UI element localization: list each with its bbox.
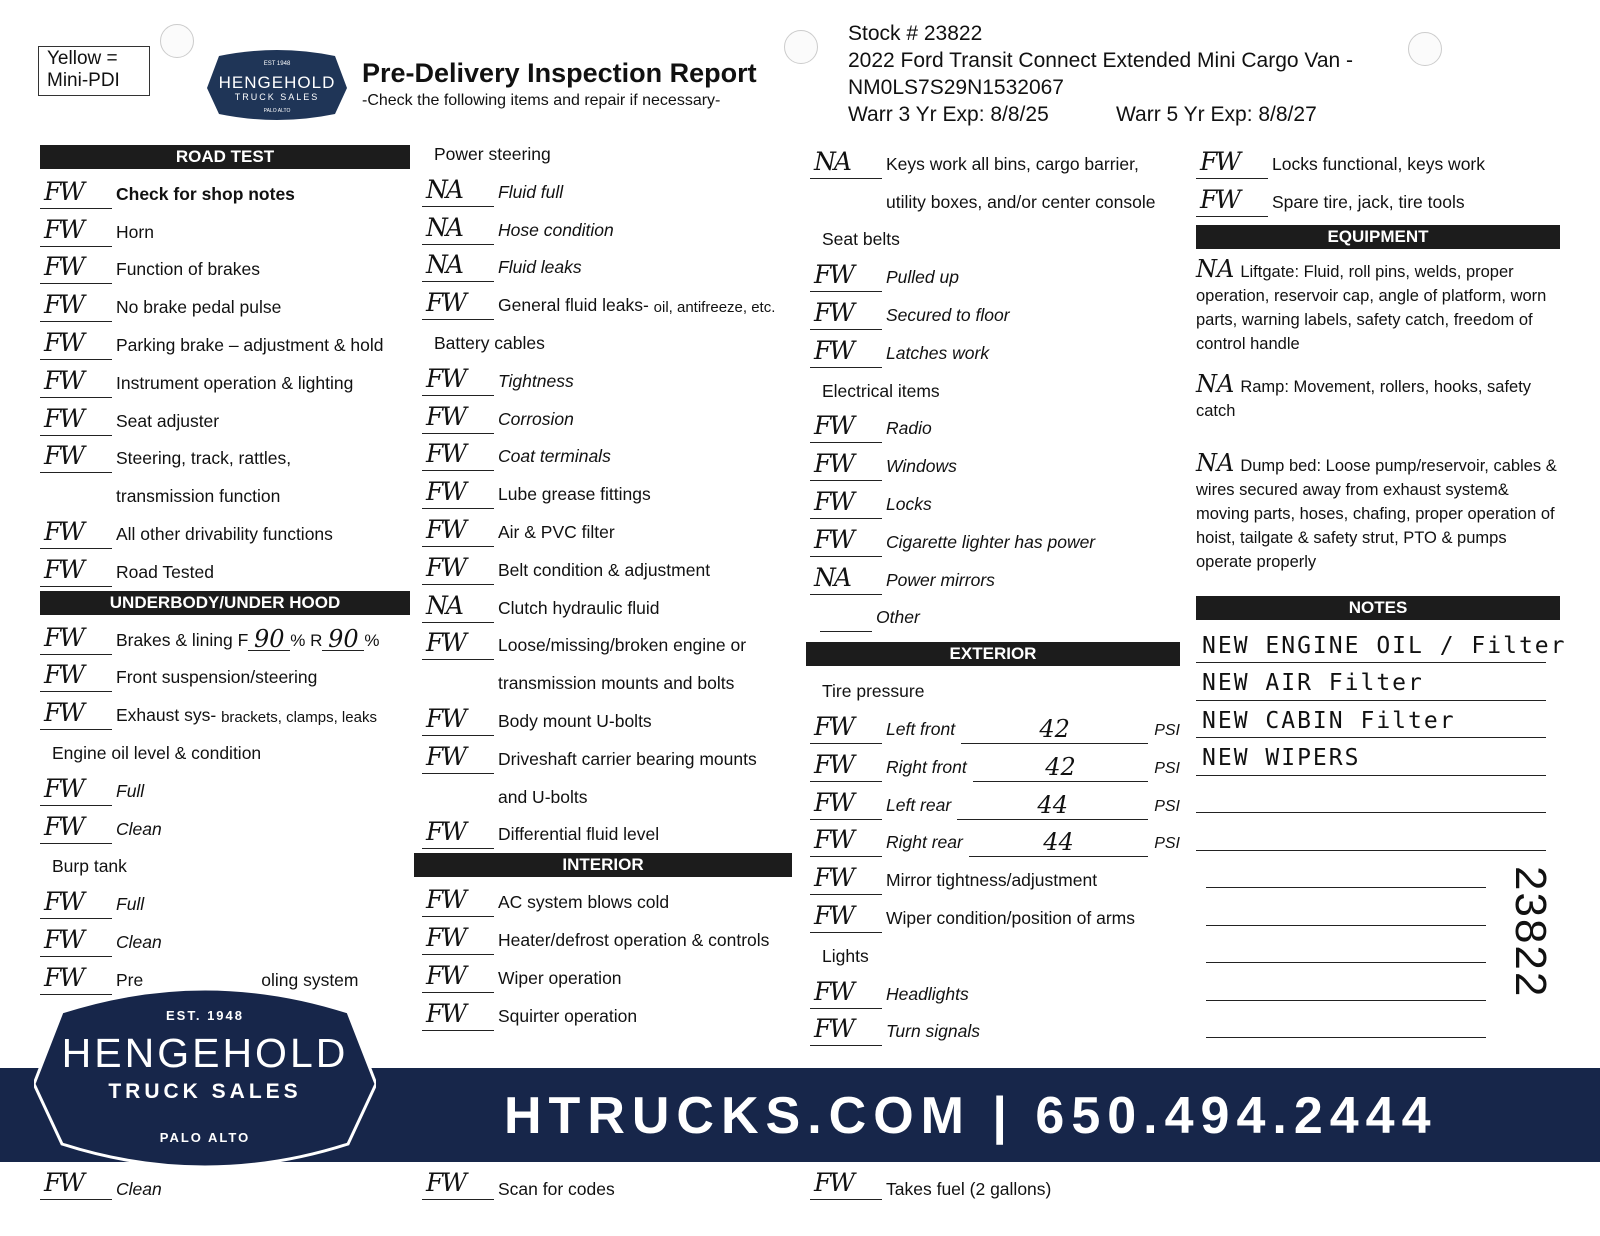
initials: NA [1196,369,1235,398]
tire-psi-value: 42 [1039,714,1070,743]
item-label: and U-bolts [498,786,588,807]
note-line[interactable] [1206,963,1486,1001]
item-label: Liftgate: Fluid, roll pins, welds, proper operation, reservoir cap, angle of platform, worn parts, warning labels, safety catch, freedom of control handle [1196,262,1547,353]
initials: FW [814,825,854,855]
initials: FW [1200,146,1240,176]
checklist-item[interactable] [810,973,1180,1011]
checklist-item[interactable] [1196,143,1560,181]
section-underbody: UNDERBODY/UNDER HOOD [40,591,410,615]
item-label: Mirror tightness/adjustment [886,870,1098,891]
note-line[interactable]: NEW AIR Filter [1196,663,1546,701]
initials: FW [814,1014,854,1044]
item-label: Fluid full [498,181,564,202]
initials: FW [44,698,84,728]
item-label: Wiper condition/position of arms [886,907,1135,928]
checklist-item-continued [40,475,410,513]
checklist-item[interactable] [422,957,792,995]
initials: FW [44,773,84,803]
checklist-item[interactable] [810,445,1180,483]
checklist-item[interactable] [422,549,792,587]
checklist-item[interactable] [422,171,792,209]
initials: FW [814,711,854,741]
legend-line1: Yellow = [47,48,118,69]
checklist-item[interactable] [40,921,410,959]
group-heading [810,935,1180,973]
checklist-item[interactable] [422,700,792,738]
initials: FW [44,327,84,357]
checklist-item[interactable] [40,362,410,400]
checklist-item[interactable] [40,286,410,324]
item-label: Driveshaft carrier bearing mounts [498,748,757,769]
item-label: Clutch hydraulic fluid [498,597,660,618]
psi-unit: PSI [1154,721,1180,739]
initials: FW [814,787,854,817]
initials: FW [44,252,84,282]
hengehold-logo [207,48,347,120]
item-label: Tightness [498,370,574,391]
brake-rear-value: 90 [322,628,364,651]
psi-unit: PSI [1154,759,1180,777]
initials: FW [426,703,466,733]
initials: FW [1200,184,1240,214]
checklist-item[interactable] [810,332,1180,370]
item-label: Windows [886,456,957,477]
initials: FW [44,660,84,690]
item-label: Dump bed: Loose pump/reservoir, cables & wires secured away from exhaust system& moving parts, hoses, chafing, proper operation of hoist, tailgate & safety strut, PTO & pumps operate properly [1196,456,1557,571]
item-label: Latches work [886,342,990,363]
group-label: Electrical items [822,380,940,401]
punch-hole-middle [784,30,818,64]
section-exterior: EXTERIOR [806,642,1180,666]
checklist-item[interactable] [810,1011,1180,1049]
group-label: Seat belts [822,229,900,250]
checklist-item[interactable] [810,897,1180,935]
group-label: Engine oil level & condition [52,742,262,763]
item-label: Check for shop notes [116,183,295,204]
note-line[interactable]: NEW CABIN Filter [1196,701,1546,739]
group-heading [810,219,1180,257]
checklist-item[interactable] [422,995,792,1033]
item-label-partial: oling system [261,969,359,990]
item-label: Lube grease fittings [498,484,651,505]
group-heading [422,143,792,171]
checklist-item[interactable] [422,360,792,398]
checklist-item[interactable] [810,859,1180,897]
item-label: Function of brakes [116,259,260,280]
initials: NA [426,212,462,242]
yellow-legend [38,46,150,96]
item-label: Pulled up [886,267,959,288]
brake-pct2-label: % [364,630,380,650]
initials: FW [426,817,466,847]
item-label: Seat adjuster [116,410,220,431]
initials: FW [814,411,854,441]
item-label: Corrosion [498,408,574,429]
initials: FW [44,811,84,841]
column-road-test [40,143,410,997]
item-label: Full [116,894,145,915]
item-detail: brackets, clamps, leaks [221,709,377,727]
checklist-item[interactable] [422,511,792,549]
badge-est: EST. 1948 [166,1008,244,1023]
hengehold-badge [34,984,376,1172]
item-label: AC system blows cold [498,892,670,913]
tire-pressure-row[interactable] [810,708,1180,746]
checklist-item[interactable] [422,919,792,957]
note-line[interactable]: NEW ENGINE OIL / Filter [1196,626,1546,664]
item-label: Parking brake – adjustment & hold [116,334,384,355]
checklist-item-continued [810,181,1180,219]
item-label: Steering, track, rattles, [116,448,292,469]
note-line[interactable]: NEW WIPERS [1196,738,1546,776]
item-label: Squirter operation [498,1005,638,1026]
group-label: Tire pressure [822,681,925,702]
checklist-item[interactable] [40,770,410,808]
checklist-item[interactable] [422,881,792,919]
report-title: Pre-Delivery Inspection Report [362,58,757,88]
initials: FW [44,176,84,206]
initials: FW [814,524,854,554]
item-label: Loose/missing/broken engine or [498,635,747,656]
checklist-item-brakes[interactable] [40,619,410,657]
tire-psi-value: 44 [1043,828,1074,857]
tire-label: Right front [886,756,967,777]
logo-city: PALO ALTO [263,108,291,114]
initials: FW [44,365,84,395]
item-label: Power mirrors [886,569,995,590]
group-label: Battery cables [434,332,545,353]
psi-unit: PSI [1154,797,1180,815]
group-heading [810,670,1180,708]
checklist-item[interactable] [40,211,410,249]
column-under-hood [422,143,792,1033]
note-line[interactable] [1206,888,1486,926]
initials: FW [426,998,466,1028]
initials: NA [814,562,850,592]
item-label: Locks functional, keys work [1272,153,1486,174]
checklist-item[interactable] [40,808,410,846]
logo-name: HENGEHOLD [218,73,336,92]
badge-sub: TRUCK SALES [108,1080,302,1103]
item-label: Air & PVC filter [498,521,615,542]
item-label: Clean [116,931,162,952]
initials: FW [426,514,466,544]
initials: NA [426,590,462,620]
checklist-item[interactable] [40,173,410,211]
checklist-item[interactable] [1196,181,1560,219]
checklist-item[interactable] [40,883,410,921]
initials: FW [426,363,466,393]
initials: FW [814,900,854,930]
section-road-test: ROAD TEST [40,145,410,169]
initials: FW [426,288,466,318]
tire-pressure-row[interactable] [810,784,1180,822]
checklist-item[interactable] [422,398,792,436]
checklist-item[interactable] [40,657,410,695]
tire-label: Left front [886,718,956,739]
checklist-item[interactable] [810,294,1180,332]
section-notes: NOTES [1196,596,1560,620]
checklist-item[interactable] [810,1162,1051,1200]
checklist-item-continued [422,662,792,700]
initials: FW [44,441,84,471]
item-label: Wiper operation [498,967,622,988]
checklist-item[interactable] [40,438,410,476]
note-line[interactable] [1196,776,1546,814]
vin: NM0LS7S29N1532067 [848,76,1064,99]
psi-unit: PSI [1154,835,1180,853]
checklist-item[interactable] [40,249,410,287]
initials: NA [1196,254,1235,283]
checklist-item[interactable] [422,436,792,474]
logo-sub: TRUCK SALES [234,92,320,102]
checklist-item[interactable] [422,284,792,322]
checklist-item[interactable] [40,1162,162,1200]
checklist-item[interactable] [422,209,792,247]
item-label: transmission function [116,486,281,507]
section-interior: INTERIOR [414,853,792,877]
initials: FW [426,922,466,952]
item-label: transmission mounts and bolts [498,673,735,694]
item-label: Coat terminals [498,446,611,467]
initials: FW [44,554,84,584]
checklist-item[interactable] [40,513,410,551]
initials: FW [44,290,84,320]
initials: FW [44,924,84,954]
checklist-item[interactable] [40,694,410,732]
report-subtitle: -Check the following items and repair if necessary- [362,92,721,109]
item-label: utility boxes, and/or center console [886,191,1156,212]
item-label: Brakes & lining F [116,629,249,650]
group-heading [40,732,410,770]
checklist-item[interactable] [422,587,792,625]
banner-contact: HTRUCKS.COM | 650.494.2444 [504,1087,1438,1145]
tire-label: Left rear [886,794,952,815]
initials: FW [44,1168,84,1197]
item-label: Keys work all bins, cargo barrier, [886,153,1139,174]
item-label: Secured to floor [886,304,1010,325]
initials: FW [814,260,854,290]
group-label: Burp tank [52,856,127,877]
note-line[interactable] [1206,851,1486,889]
initials: FW [814,749,854,779]
badge-name: HENGEHOLD [61,1030,349,1076]
checklist-item[interactable] [810,559,1180,597]
initials: FW [44,403,84,433]
checklist-item[interactable] [810,597,1180,635]
initials: FW [426,552,466,582]
item-label: Heater/defrost operation & controls [498,929,770,950]
group-label: Lights [822,945,869,966]
column-interior-exterior [810,143,1180,1048]
vehicle-description: 2022 Ford Transit Connect Extended Mini Cargo Van - [848,49,1354,72]
item-label: Road Tested [116,561,214,582]
initials: FW [814,486,854,516]
initials: FW [44,622,84,652]
item-label: Clean [116,818,162,839]
checklist-item-keys[interactable] [810,143,1180,181]
initials: FW [814,335,854,365]
initials: FW [814,976,854,1006]
punch-hole-left [160,24,194,58]
checklist-item[interactable] [422,625,792,663]
item-label: Locks [886,493,932,514]
note-line[interactable] [1196,813,1546,851]
initials: FW [814,863,854,893]
item-label: Full [116,780,145,801]
initials: FW [44,214,84,244]
initials: FW [426,477,466,507]
stock-number: Stock # 23822 [848,22,983,45]
item-label: Clean [116,1179,162,1199]
checklist-item[interactable] [422,473,792,511]
checklist-item[interactable] [40,400,410,438]
checklist-item-continued [422,776,792,814]
initials: FW [44,962,84,992]
group-heading [40,846,410,884]
equipment-item-ramp[interactable] [1196,369,1560,423]
item-detail: oil, antifreeze, etc. [653,299,776,317]
group-heading [422,322,792,360]
checklist-item[interactable] [422,814,792,852]
item-label: All other drivability functions [116,523,333,544]
initials: FW [426,401,466,431]
warranty-3yr: Warr 3 Yr Exp: 8/8/25 [848,103,1049,126]
tire-psi-value: 42 [1045,752,1076,781]
item-label: General fluid leaks- [498,295,649,316]
item-label: Hose condition [498,219,614,240]
initials: NA [426,250,462,280]
checklist-item[interactable] [422,1162,615,1200]
initials: FW [426,960,466,990]
item-label: Pre [116,969,144,990]
equipment-item-dump-bed[interactable] [1196,448,1560,574]
item-label: No brake pedal pulse [116,297,282,318]
item-label: Body mount U-bolts [498,710,652,731]
group-heading [810,370,1180,408]
item-label: Takes fuel (2 gallons) [886,1179,1052,1199]
checklist-item[interactable] [810,483,1180,521]
brake-pct-label: % R [290,630,323,650]
initials: FW [426,741,466,771]
item-label: Turn signals [886,1021,981,1042]
item-label: Instrument operation & lighting [116,372,354,393]
note-line[interactable] [1206,1001,1486,1039]
initials: FW [814,1168,854,1197]
initials: NA [426,174,462,204]
checklist-item[interactable] [40,551,410,589]
item-label: Scan for codes [498,1179,615,1199]
initials: FW [426,439,466,469]
initials: NA [814,146,850,176]
item-label: Differential fluid level [498,824,660,845]
initials: NA [1196,448,1235,477]
item-label: Front suspension/steering [116,667,318,688]
initials: FW [814,297,854,327]
item-label: Horn [116,221,154,242]
warranty-5yr: Warr 5 Yr Exp: 8/8/27 [1116,103,1317,126]
badge-city: PALO ALTO [159,1130,251,1145]
item-label: Ramp: Movement, rollers, hooks, safety catch [1196,377,1532,420]
item-label: Headlights [886,983,969,1004]
checklist-item[interactable] [40,324,410,362]
note-line[interactable] [1206,926,1486,964]
initials: FW [44,516,84,546]
item-label: Belt condition & adjustment [498,559,711,580]
initials: FW [814,449,854,479]
item-label: Radio [886,418,932,439]
checklist-item[interactable] [810,256,1180,294]
handwritten-stock-number: 23822 [1506,866,1555,999]
initials: FW [426,885,466,915]
tire-psi-value: 44 [1037,790,1068,819]
tire-pressure-row[interactable] [810,822,1180,860]
checklist-item[interactable] [810,521,1180,559]
checklist-item[interactable] [422,247,792,285]
checklist-item[interactable] [422,738,792,776]
brake-front-value: 90 [248,628,290,651]
item-label: Other [876,607,920,628]
checklist-item[interactable] [810,408,1180,446]
item-label: Spare tire, jack, tire tools [1272,191,1465,212]
equipment-item-liftgate[interactable] [1196,254,1560,356]
initials: FW [426,628,466,658]
group-label: Power steering [434,144,551,164]
initials: FW [426,1168,466,1197]
stock-info [848,20,1353,128]
section-equipment: EQUIPMENT [1196,225,1560,249]
tire-pressure-row[interactable] [810,746,1180,784]
item-label: Cigarette lighter has power [886,531,1096,552]
legend-line2: Mini-PDI [47,70,120,91]
initials: FW [44,887,84,917]
tire-label: Right rear [886,832,963,853]
punch-hole-right [1408,32,1442,66]
item-label: Exhaust sys- [116,705,217,726]
logo-est: EST 1948 [263,61,291,67]
item-label: Fluid leaks [498,257,582,278]
